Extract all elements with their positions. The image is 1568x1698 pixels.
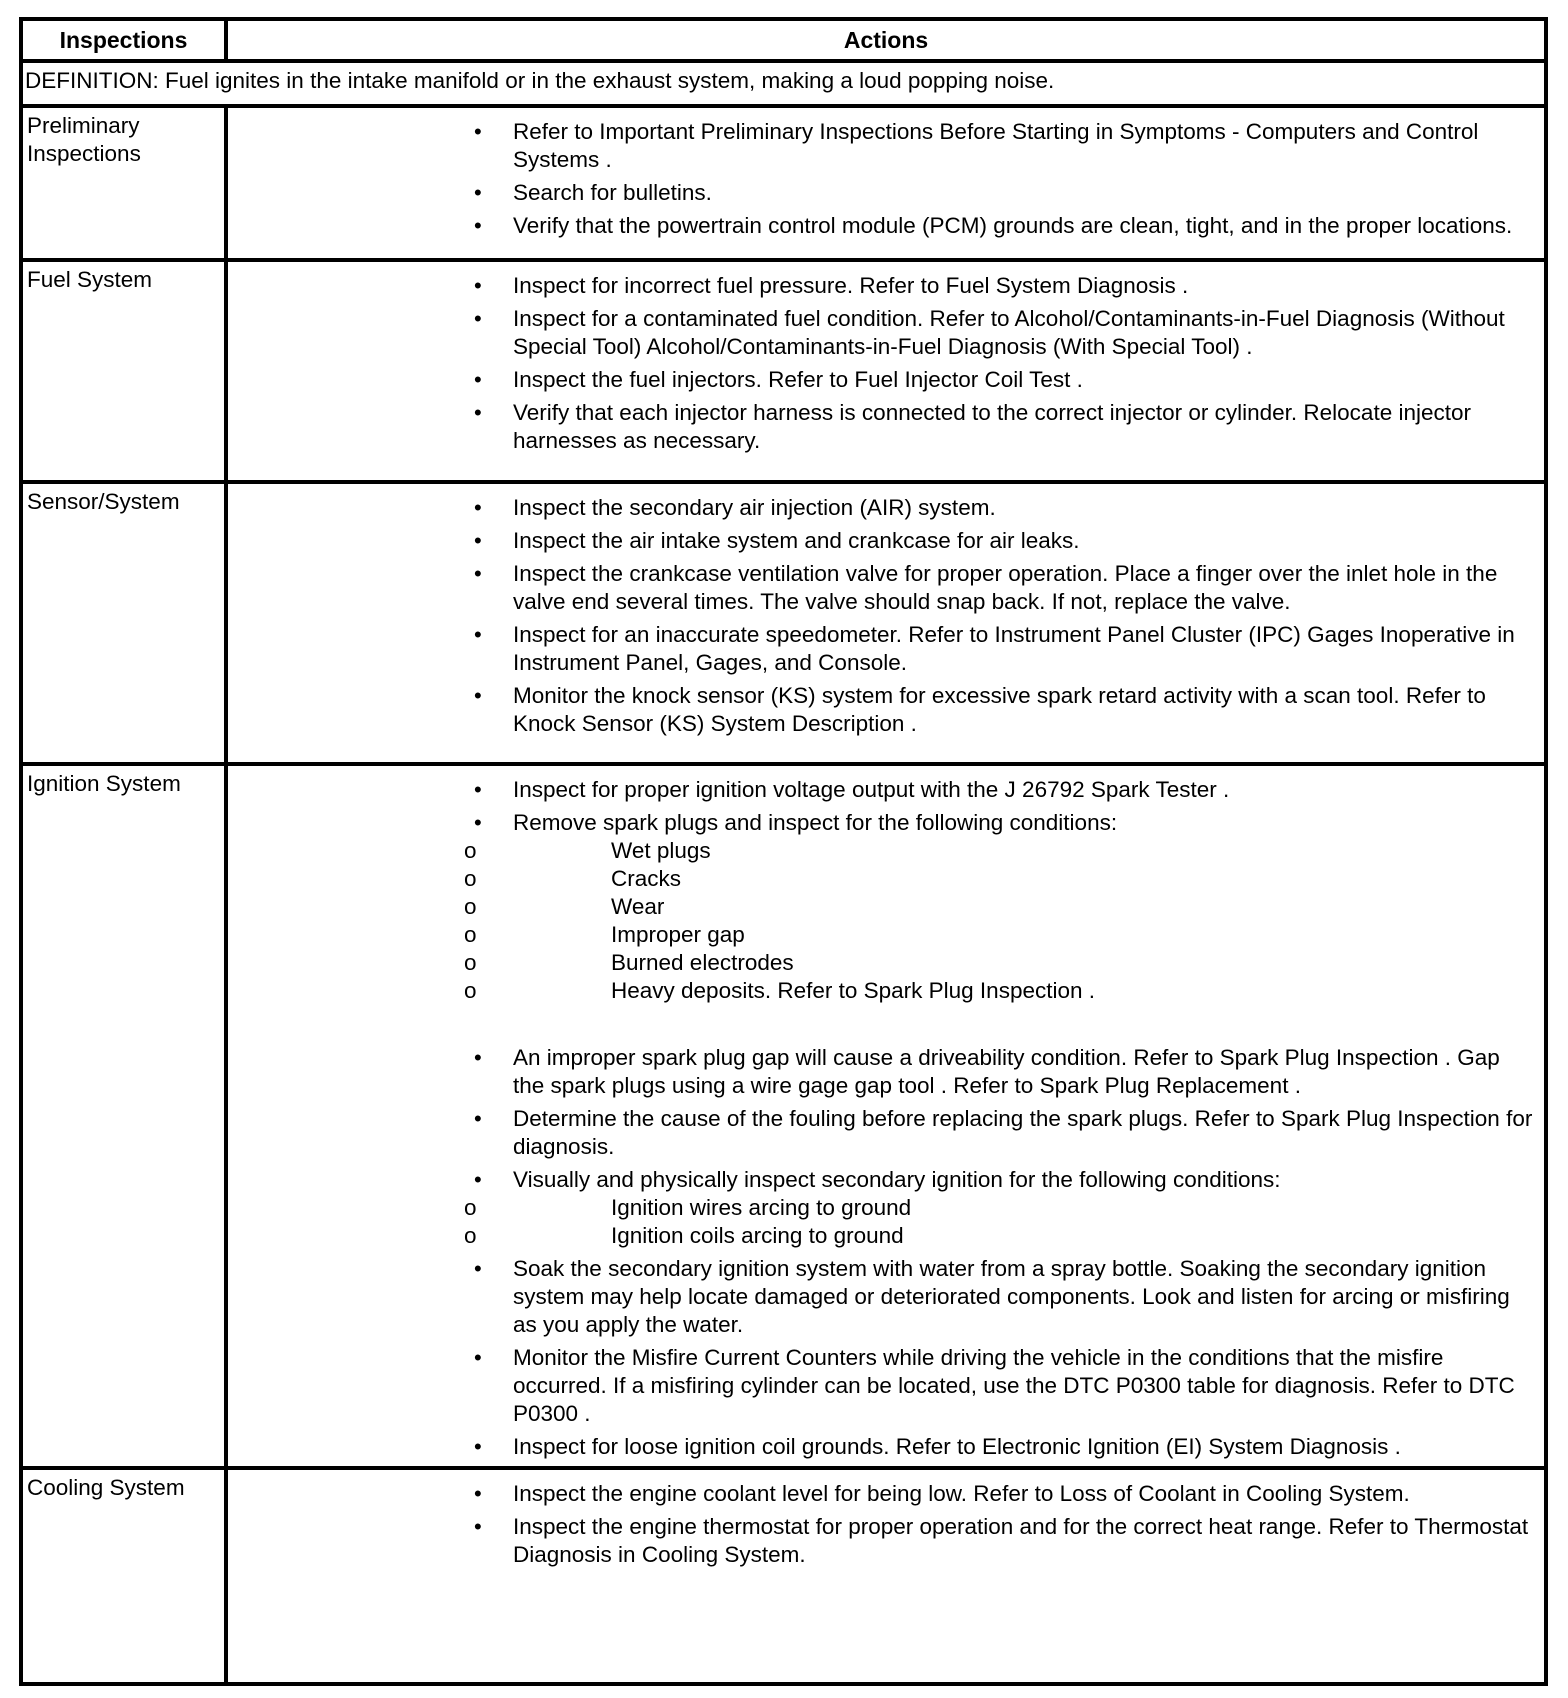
list-item: • Inspect the engine coolant level for being low. Refer to Loss of Coolant in Cooling System. bbox=[474, 1481, 1410, 1506]
list-item: • Refer to Important Preliminary Inspections Before Starting in Symptoms - Computers and Control Systems . bbox=[474, 119, 1479, 172]
list-item: • Soak the secondary ignition system with water from a spray bottle. Soaking the secondary ignition system may help locate damaged or deteriorated components. Look and listen for arcing or misfiring as you apply the water. bbox=[474, 1256, 1510, 1337]
action-cell bbox=[226, 482, 1546, 764]
category-label: Ignition System bbox=[21, 764, 226, 1468]
list-item: • Monitor the Misfire Current Counters while driving the vehicle in the conditions that the misfire occurred. If a misfiring cylinder can be located, use the DTC P0300 table for diagnosis. Refer to DTC P0300 . bbox=[474, 1345, 1515, 1426]
list-item: • Inspect for an inaccurate speedometer. Refer to Instrument Panel Cluster (IPC) Gages Inoperative in Instrument Panel, Gages, and Console. bbox=[474, 622, 1515, 675]
sub-list-item: o Ignition wires arcing to ground bbox=[464, 1195, 912, 1220]
list-item: • Remove spark plugs and inspect for the following conditions: o Wet plugs o Cracks o Wear o Improper gap o Burned electrodes o Heavy deposits. Refer to Spark Plug Inspection . bbox=[208, 809, 1536, 1039]
category-label: Cooling System bbox=[21, 1468, 226, 1684]
category-label: Fuel System bbox=[21, 260, 226, 482]
list-item: • Search for bulletins. bbox=[474, 180, 712, 205]
list-item: • Inspect the engine thermostat for proper operation and for the correct heat range. Refer to Thermostat Diagnosis in Cooling System. bbox=[474, 1514, 1529, 1567]
sub-list-item: o Cracks bbox=[464, 866, 682, 891]
preliminary-row bbox=[21, 106, 1546, 260]
sub-list-item: o Wear bbox=[464, 894, 665, 919]
sub-list-item: o Wet plugs bbox=[464, 838, 711, 863]
list-item: • Determine the cause of the fouling before replacing the spark plugs. Refer to Spark Plug Inspection for diagnosis. bbox=[474, 1106, 1533, 1159]
header-row bbox=[21, 19, 1546, 61]
ignition-row bbox=[21, 764, 1546, 1468]
definition-row bbox=[21, 61, 1546, 106]
cooling-row bbox=[21, 1468, 1546, 1684]
sensor-row bbox=[21, 482, 1546, 764]
definition-text: DEFINITION: Fuel ignites in the intake manifold or in the exhaust system, making a loud popping noise. bbox=[21, 61, 1546, 106]
list-item: • Monitor the knock sensor (KS) system for excessive spark retard activity with a scan tool. Refer to Knock Sensor (KS) System Description . bbox=[474, 683, 1486, 736]
list-item: • Verify that the powertrain control module (PCM) grounds are clean, tight, and in the proper locations. bbox=[474, 213, 1513, 238]
symptom-table bbox=[19, 17, 1548, 1686]
list-item: • Inspect the air intake system and crankcase for air leaks. bbox=[474, 528, 1080, 553]
list-item: • An improper spark plug gap will cause a driveability condition. Refer to Spark Plug Inspection . Gap the spark plugs using a wire gage gap tool . Refer to Spark Plug Replacement . bbox=[474, 1045, 1500, 1098]
action-cell bbox=[226, 260, 1546, 482]
sub-list-item: o Ignition coils arcing to ground bbox=[464, 1223, 904, 1248]
list-item: • Verify that each injector harness is connected to the correct injector or cylinder. Relocate injector harnesses as necessary. bbox=[474, 400, 1471, 453]
actions-header: Actions bbox=[226, 19, 1546, 61]
list-item: • Inspect the fuel injectors. Refer to Fuel Injector Coil Test . bbox=[474, 367, 1083, 392]
list-item: • Inspect for a contaminated fuel condition. Refer to Alcohol/Contaminants-in-Fuel Diagnosis (Without Special Tool) Alcohol/Contaminants-in-Fuel Diagnosis (With Special Tool) . bbox=[474, 306, 1505, 359]
fuel-row bbox=[21, 260, 1546, 482]
action-cell bbox=[226, 764, 1546, 1468]
sub-list-item: o Improper gap bbox=[464, 922, 745, 947]
action-cell bbox=[226, 1468, 1546, 1684]
list-item: • Visually and physically inspect secondary ignition for the following conditions: o Ignition wires arcing to ground o Ignition coils arcing to ground bbox=[208, 1166, 1536, 1250]
list-item: • Inspect for loose ignition coil grounds. Refer to Electronic Ignition (EI) System Diagnosis . bbox=[474, 1434, 1401, 1459]
category-label: Preliminary Inspections bbox=[21, 106, 226, 260]
action-cell bbox=[226, 106, 1546, 260]
list-item: • Inspect for incorrect fuel pressure. Refer to Fuel System Diagnosis . bbox=[474, 273, 1189, 298]
inspections-header: Inspections bbox=[21, 19, 226, 61]
list-item: • Inspect the crankcase ventilation valve for proper operation. Place a finger over the inlet hole in the valve end several times. The valve should snap back. If not, replace the valve. bbox=[474, 561, 1498, 614]
list-item: • Inspect for proper ignition voltage output with the J 26792 Spark Tester . bbox=[474, 777, 1230, 802]
sub-list-item: o Heavy deposits. Refer to Spark Plug Inspection . bbox=[464, 978, 1096, 1003]
sub-list-item: o Burned electrodes bbox=[464, 950, 794, 975]
list-item: • Inspect the secondary air injection (AIR) system. bbox=[474, 495, 996, 520]
category-label: Sensor/System bbox=[21, 482, 226, 764]
